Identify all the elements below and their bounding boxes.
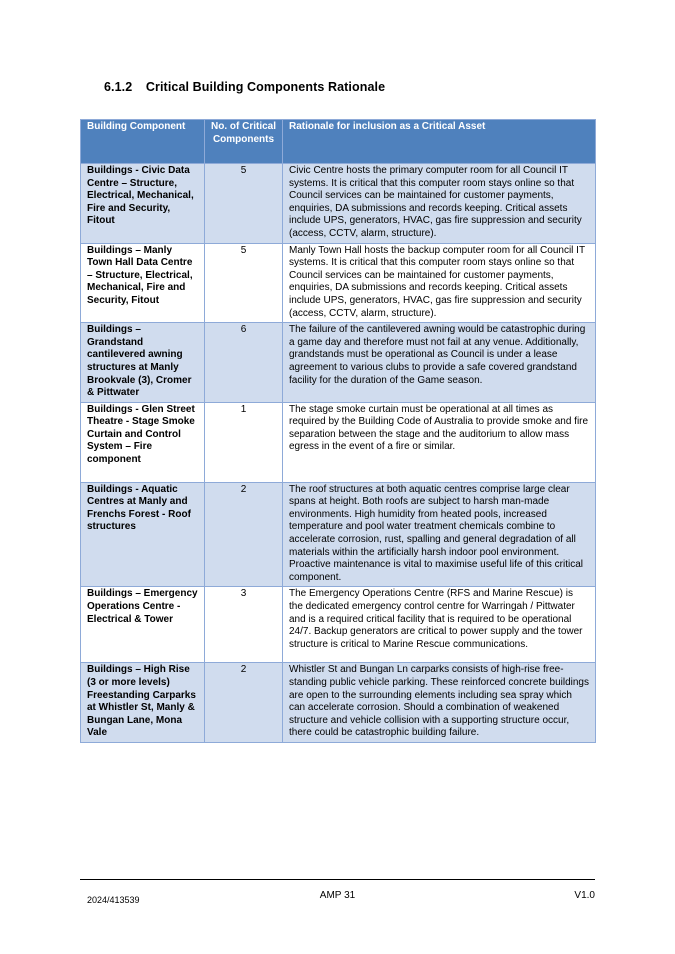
cell-component: Buildings – Grandstand cantilevered awning structures at Manly Brookvale (3), Cromer & Pittwater xyxy=(81,323,205,403)
footer-divider xyxy=(80,879,595,880)
cell-count: 3 xyxy=(205,587,283,663)
section-heading xyxy=(104,80,385,94)
cell-rationale: The Emergency Operations Centre (RFS and Marine Rescue) is the dedicated emergency control centre for Warringah / Pittwater and is a required critical facility that is required to be operational 24/7. Backup generators are critical to power supply and the tower structure is critical to Marine Rescue communications. xyxy=(283,587,596,663)
cell-rationale: The roof structures at both aquatic centres comprise large clear spans at height. Both roofs are subject to harsh man-made environments. High humidity from heated pools, increased temperature and pool water treatment chemicals combine to accelerate corrosion, rust, spalling and general degradation of all materials within the artificially harsh indoor pool environment. Proactive maintenance is vital to maximise useful life of this critical component. xyxy=(283,482,596,587)
cell-count: 5 xyxy=(205,243,283,323)
table-row xyxy=(81,402,596,482)
header-building-component: Building Component xyxy=(81,120,205,164)
cell-component: Buildings - Aquatic Centres at Manly and Frenchs Forest - Roof structures xyxy=(81,482,205,587)
table-row xyxy=(81,663,596,743)
cell-rationale: The stage smoke curtain must be operational at all times as required by the Building Code of Australia to provide smoke and fire separation between the stage and the auditorium to allow mass egress in the event of a fire or similar. xyxy=(283,402,596,482)
table-row xyxy=(81,482,596,587)
cell-rationale: The failure of the cantilevered awning would be catastrophic during a game day and therefore must not fail at any venue. Additionally, grandstands must be operational as Council is under a lease agreement to various clubs to provide a safe covered grandstand facility for the duration of the Game season. xyxy=(283,323,596,403)
cell-rationale: Whistler St and Bungan Ln carparks consists of high-rise free-standing public vehicle parking. These reinforced concrete buildings are open to the surrounding elements including sea spray which can accelerate corrosion. Should a combination of weakened structure and vehicle collision with a supporting structure occur, there could be catastrophic building failure. xyxy=(283,663,596,743)
header-critical-count: No. of Critical Components xyxy=(205,120,283,164)
footer-doc-ref: 2024/413539 xyxy=(87,895,140,905)
footer-version: V1.0 xyxy=(574,890,595,901)
table-row xyxy=(81,587,596,663)
footer-page-label: AMP 31 xyxy=(319,890,356,901)
cell-component: Buildings – High Rise (3 or more levels) Freestanding Carparks at Whistler St, Manly & Bungan Lane, Mona Vale xyxy=(81,663,205,743)
cell-count: 2 xyxy=(205,482,283,587)
cell-rationale: Manly Town Hall hosts the backup computer room for all Council IT systems. It is critical that this computer room stays online so that Council services can be maintained for customer payments, enquiries, DA submissions and records keeping. Critical assets include UPS, generators, HVAC, gas fire suppression and security (access, CCTV, alarm, structure). xyxy=(283,243,596,323)
table-row xyxy=(81,243,596,323)
section-number: 6.1.2 xyxy=(104,80,133,94)
cell-component: Buildings - Glen Street Theatre - Stage Smoke Curtain and Control System – Fire component xyxy=(81,402,205,482)
cell-component: Buildings – Emergency Operations Centre - Electrical & Tower xyxy=(81,587,205,663)
cell-count: 5 xyxy=(205,164,283,244)
cell-count: 6 xyxy=(205,323,283,403)
section-title: Critical Building Components Rationale xyxy=(145,80,386,94)
cell-component: Buildings - Civic Data Centre – Structure, Electrical, Mechanical, Fire and Security, Fitout xyxy=(81,164,205,244)
cell-rationale: Civic Centre hosts the primary computer room for all Council IT systems. It is critical that this computer room stays online so that Council services can be maintained for customer payments, enquiries, DA submissions and records keeping. Critical assets include UPS, generators, HVAC, gas fire suppression and security (access, CCTV, alarm, structure). xyxy=(283,164,596,244)
table-row xyxy=(81,323,596,403)
header-rationale: Rationale for inclusion as a Critical Asset xyxy=(283,120,596,164)
cell-count: 1 xyxy=(205,402,283,482)
critical-components-table xyxy=(80,119,596,743)
cell-component: Buildings – Manly Town Hall Data Centre – Structure, Electrical, Mechanical, Fire and Security, Fitout xyxy=(81,243,205,323)
table-header-row xyxy=(81,120,596,164)
table-row xyxy=(81,164,596,244)
cell-count: 2 xyxy=(205,663,283,743)
